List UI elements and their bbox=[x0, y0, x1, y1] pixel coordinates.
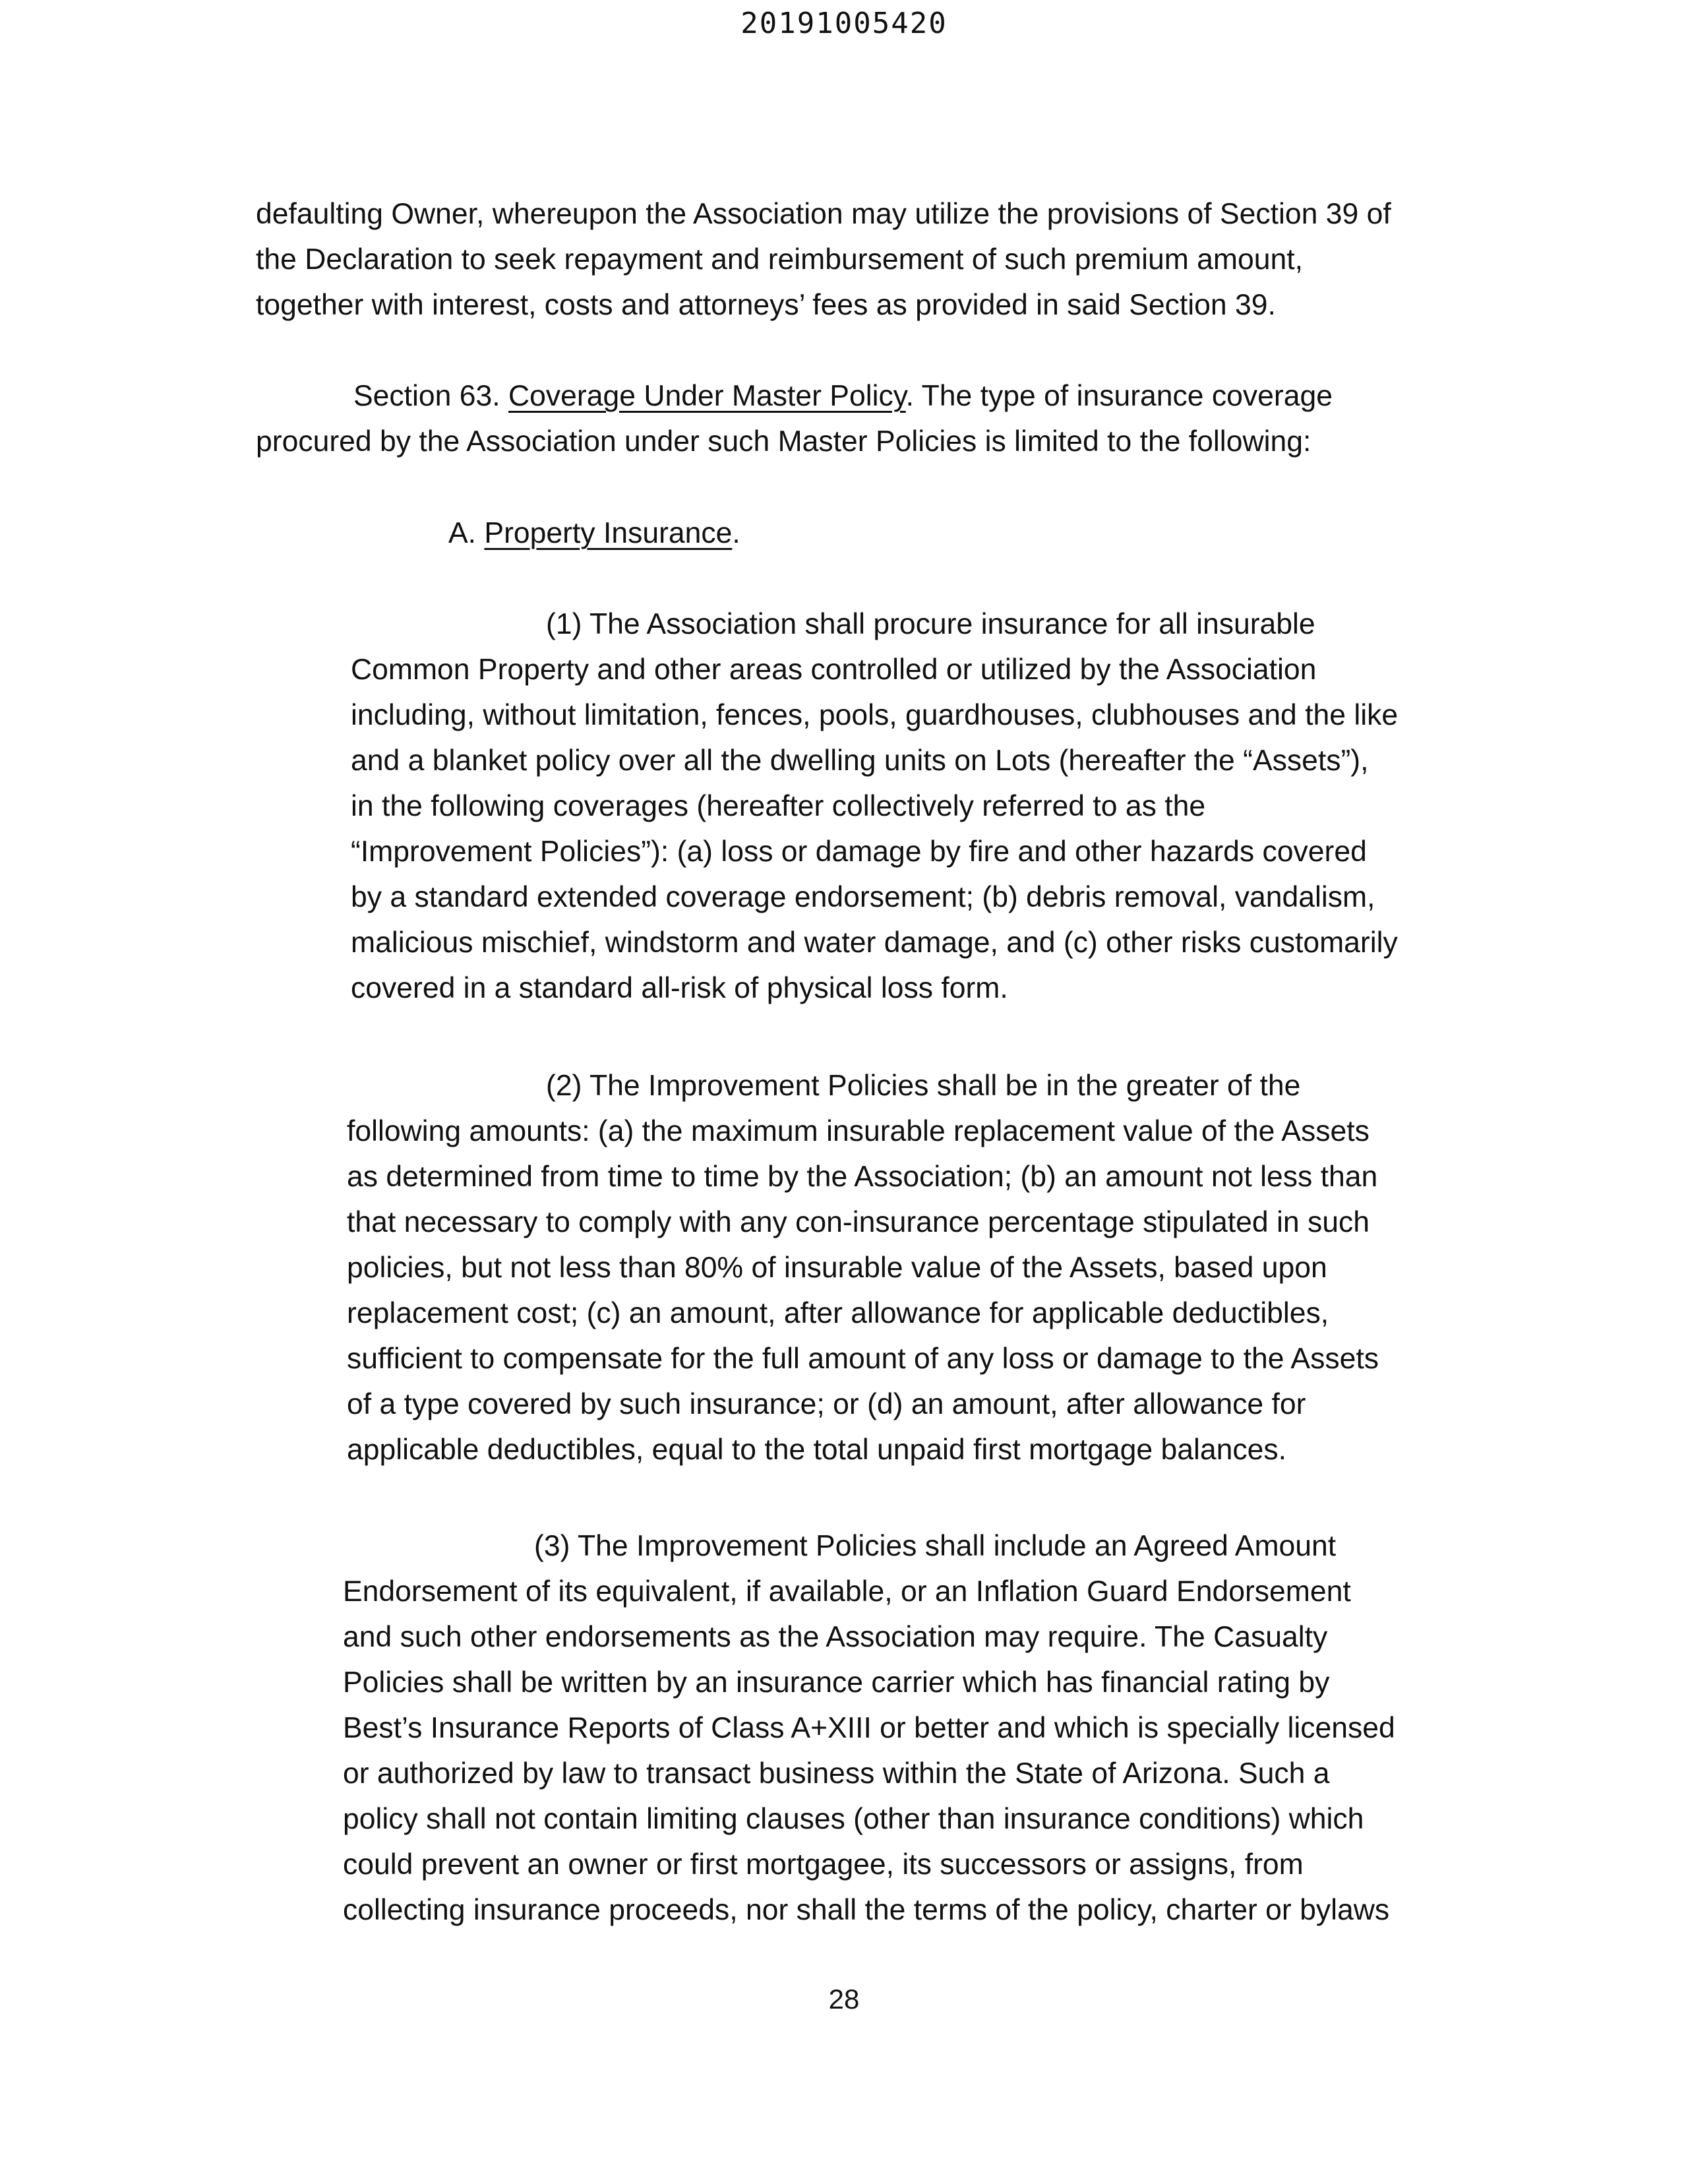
item-2-first-line: (2) The Improvement Policies shall be in the greater of the bbox=[546, 1070, 1301, 1102]
item-3-paragraph bbox=[343, 1523, 1395, 1933]
item-1-paragraph bbox=[351, 601, 1398, 1011]
page-number: 28 bbox=[828, 1984, 860, 2015]
text-line: policies, but not less than 80% of insurable value of the Assets, based upon bbox=[347, 1252, 1327, 1284]
section-63-label: Section 63. bbox=[353, 380, 500, 412]
text-line: the Declaration to seek repayment and reimbursement of such premium amount, bbox=[256, 243, 1303, 276]
text-line: Endorsement of its equivalent, if available, or an Inflation Guard Endorsement bbox=[343, 1575, 1351, 1608]
text-line: by a standard extended coverage endorsement; (b) debris removal, vandalism, bbox=[351, 881, 1375, 913]
text-line: “Improvement Policies”): (a) loss or damage by fire and other hazards covered bbox=[351, 835, 1367, 868]
subsection-a-title-period: . bbox=[732, 517, 740, 549]
text-line: including, without limitation, fences, pools, guardhouses, clubhouses and the like bbox=[351, 699, 1399, 731]
text-line: collecting insurance proceeds, nor shall the terms of the policy, charter or bylaws bbox=[343, 1894, 1390, 1926]
text-line: defaulting Owner, whereupon the Association may utilize the provisions of Section 39 of bbox=[256, 198, 1391, 230]
text-line: could prevent an owner or first mortgagee, its successors or assigns, from bbox=[343, 1848, 1304, 1881]
text-line: and such other endorsements as the Association may require. The Casualty bbox=[343, 1621, 1328, 1653]
subsection-a-label: A. bbox=[448, 517, 477, 549]
text-line: of a type covered by such insurance; or (d) an amount, after allowance for bbox=[347, 1388, 1306, 1420]
text-line: in the following coverages (hereafter collectively referred to as the bbox=[351, 790, 1206, 822]
text-line: following amounts: (a) the maximum insurable replacement value of the Assets bbox=[347, 1115, 1370, 1147]
text-line: together with interest, costs and attorneys’ fees as provided in said Section 39. bbox=[256, 289, 1276, 321]
text-line: covered in a standard all-risk of physical loss form. bbox=[351, 972, 1008, 1004]
text-line: Policies shall be written by an insurance carrier which has financial rating by bbox=[343, 1666, 1330, 1699]
text-line: Best’s Insurance Reports of Class A+XIII or better and which is specially licensed bbox=[343, 1712, 1395, 1744]
text-line: that necessary to comply with any con-insurance percentage stipulated in such bbox=[347, 1206, 1370, 1238]
text-line: and a blanket policy over all the dwelling units on Lots (hereafter the “Assets”), bbox=[351, 744, 1369, 777]
text-line: or authorized by law to transact business within the State of Arizona. Such a bbox=[343, 1757, 1330, 1790]
item-3-first-line: (3) The Improvement Policies shall include an Agreed Amount bbox=[534, 1530, 1337, 1562]
item-1-first-line: (1) The Association shall procure insurance for all insurable bbox=[546, 608, 1315, 640]
text-line: policy shall not contain limiting clauses (other than insurance conditions) which bbox=[343, 1803, 1364, 1835]
text-line: malicious mischief, windstorm and water damage, and (c) other risks customarily bbox=[351, 926, 1398, 959]
subsection-a-heading bbox=[448, 510, 740, 556]
text-line: procured by the Association under such Master Policies is limited to the following: bbox=[256, 425, 1311, 458]
section-63-title-continuation: . The type of insurance coverage bbox=[905, 380, 1333, 412]
text-line: applicable deductibles, equal to the total unpaid first mortgage balances. bbox=[347, 1434, 1286, 1466]
text-line: replacement cost; (c) an amount, after allowance for applicable deductibles, bbox=[347, 1297, 1329, 1329]
section-63-paragraph bbox=[256, 373, 1333, 464]
item-2-paragraph bbox=[347, 1063, 1379, 1472]
text-line: sufficient to compensate for the full amount of any loss or damage to the Assets bbox=[347, 1343, 1379, 1375]
intro-paragraph bbox=[256, 191, 1391, 328]
text-line: as determined from time to time by the Association; (b) an amount not less than bbox=[347, 1161, 1378, 1193]
section-63-first-line bbox=[256, 373, 1333, 419]
document-number-header: 20191005420 bbox=[740, 7, 948, 40]
section-63-title: Coverage Under Master Policy bbox=[508, 380, 906, 412]
subsection-a-title: Property Insurance bbox=[484, 517, 733, 549]
text-line: Common Property and other areas controlled or utilized by the Association bbox=[351, 653, 1317, 686]
